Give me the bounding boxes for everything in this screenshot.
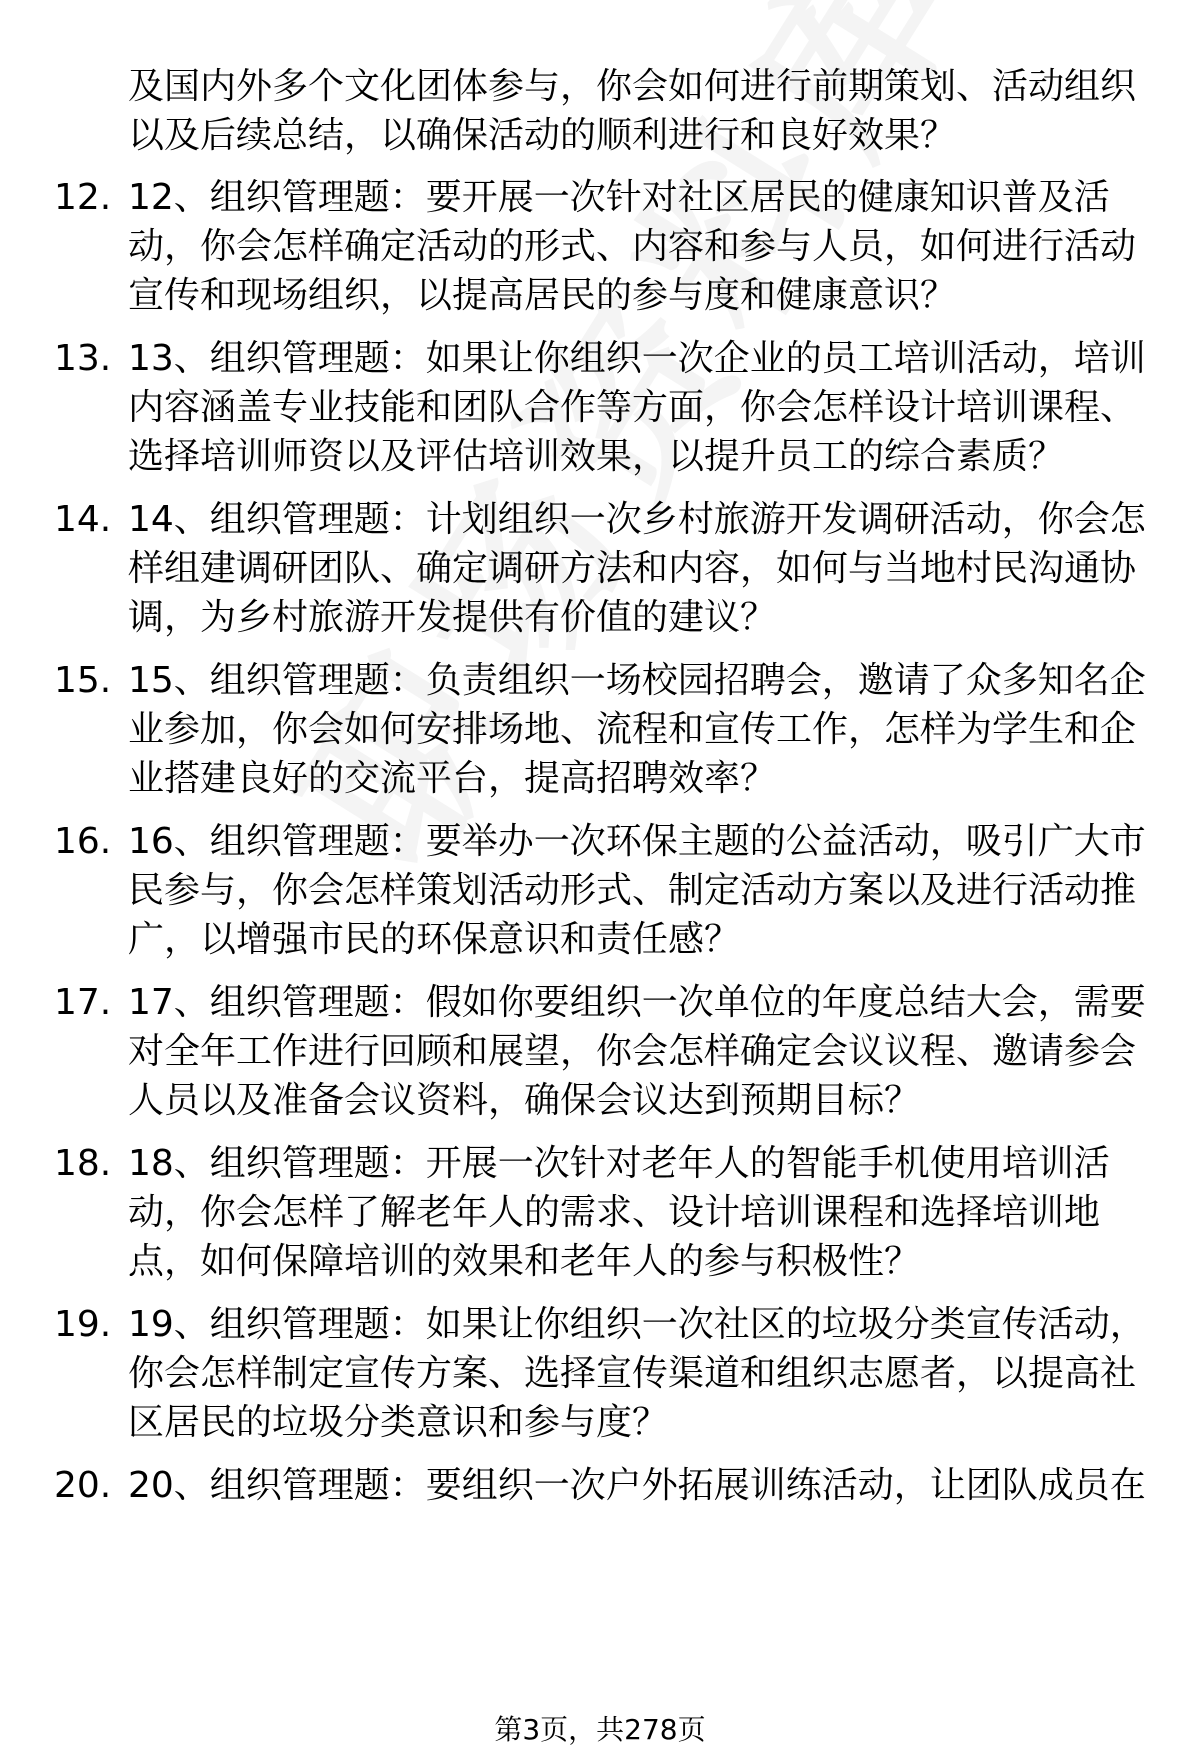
- text-line: 样组建调研团队、确定调研方法和内容，如何与当地村民沟通协: [128, 548, 1137, 589]
- page-number: 第3页，共278页: [494, 1713, 706, 1746]
- list-item-number: 18.: [54, 1143, 112, 1184]
- continued-question-text: [128, 62, 1163, 160]
- text-line: 选择培训师资以及评估培训效果，以提升员工的综合素质？: [128, 436, 1065, 477]
- text-line: 业参加，你会如何安排场地、流程和宣传工作，怎样为学生和企: [128, 709, 1137, 750]
- list-item-number: 13.: [54, 338, 112, 379]
- text-line: 18、组织管理题：开展一次针对老年人的智能手机使用培训活: [128, 1143, 1110, 1184]
- list-item-number: 15.: [54, 660, 112, 701]
- list-item-number: 17.: [54, 982, 112, 1023]
- list-item-text: [128, 1139, 1168, 1286]
- text-line: 内容涵盖专业技能和团队合作等方面，你会怎样设计培训课程、: [128, 387, 1137, 428]
- list-item-text: [128, 1461, 1168, 1510]
- text-line: 区居民的垃圾分类意识和参与度？: [128, 1402, 669, 1443]
- list-item-text: [128, 495, 1168, 642]
- list-item-number: 14.: [54, 499, 112, 540]
- text-line: 业搭建良好的交流平台，提高招聘效率？: [128, 758, 777, 799]
- text-line: 16、组织管理题：要举办一次环保主题的公益活动，吸引广大市: [128, 821, 1146, 862]
- list-item-number: 12.: [54, 177, 112, 218]
- text-line: 调，为乡村旅游开发提供有价值的建议？: [128, 597, 777, 638]
- list-item-text: [128, 173, 1168, 320]
- text-line: 广，以增强市民的环保意识和责任感？: [128, 919, 741, 960]
- list-item-text: [128, 978, 1168, 1125]
- list-item-text: [128, 817, 1168, 964]
- text-line: 动，你会怎样了解老年人的需求、设计培训课程和选择培训地: [128, 1192, 1101, 1233]
- text-line: 点，如何保障培训的效果和老年人的参与积极性？: [128, 1241, 921, 1282]
- text-line: 20、组织管理题：要组织一次户外拓展训练活动，让团队成员在: [128, 1465, 1146, 1506]
- text-line: 动，你会怎样确定活动的形式、内容和参与人员，如何进行活动: [128, 226, 1137, 267]
- list-item-number: 19.: [54, 1304, 112, 1345]
- text-line: 对全年工作进行回顾和展望，你会怎样确定会议议程、邀请参会: [128, 1031, 1137, 1072]
- text-line: 宣传和现场组织，以提高居民的参与度和健康意识？: [128, 275, 957, 316]
- list-item-text: [128, 656, 1168, 803]
- text-line: 以及后续总结，以确保活动的顺利进行和良好效果？: [128, 115, 957, 156]
- text-line: 你会怎样制定宣传方案、选择宣传渠道和组织志愿者，以提高社: [128, 1353, 1137, 1394]
- text-line: 人员以及准备会议资料，确保会议达到预期目标？: [128, 1080, 921, 1121]
- text-line: 12、组织管理题：要开展一次针对社区居民的健康知识普及活: [128, 177, 1110, 218]
- text-line: 17、组织管理题：假如你要组织一次单位的年度总结大会，需要: [128, 982, 1146, 1023]
- text-line: 15、组织管理题：负责组织一场校园招聘会，邀请了众多知名企: [128, 660, 1146, 701]
- text-line: 民参与，你会怎样策划活动形式、制定活动方案以及进行活动推: [128, 870, 1137, 911]
- list-item-text: [128, 334, 1168, 481]
- text-line: 14、组织管理题：计划组织一次乡村旅游开发调研活动，你会怎: [128, 499, 1146, 540]
- text-line: 及国内外多个文化团体参与，你会如何进行前期策划、活动组织: [128, 66, 1137, 107]
- list-item-number: 16.: [54, 821, 112, 862]
- text-line: 19、组织管理题：如果让你组织一次社区的垃圾分类宣传活动，: [128, 1304, 1146, 1345]
- text-line: 13、组织管理题：如果让你组织一次企业的员工培训活动，培训: [128, 338, 1146, 379]
- list-item-number: 20.: [54, 1465, 112, 1506]
- list-item-text: [128, 1300, 1168, 1447]
